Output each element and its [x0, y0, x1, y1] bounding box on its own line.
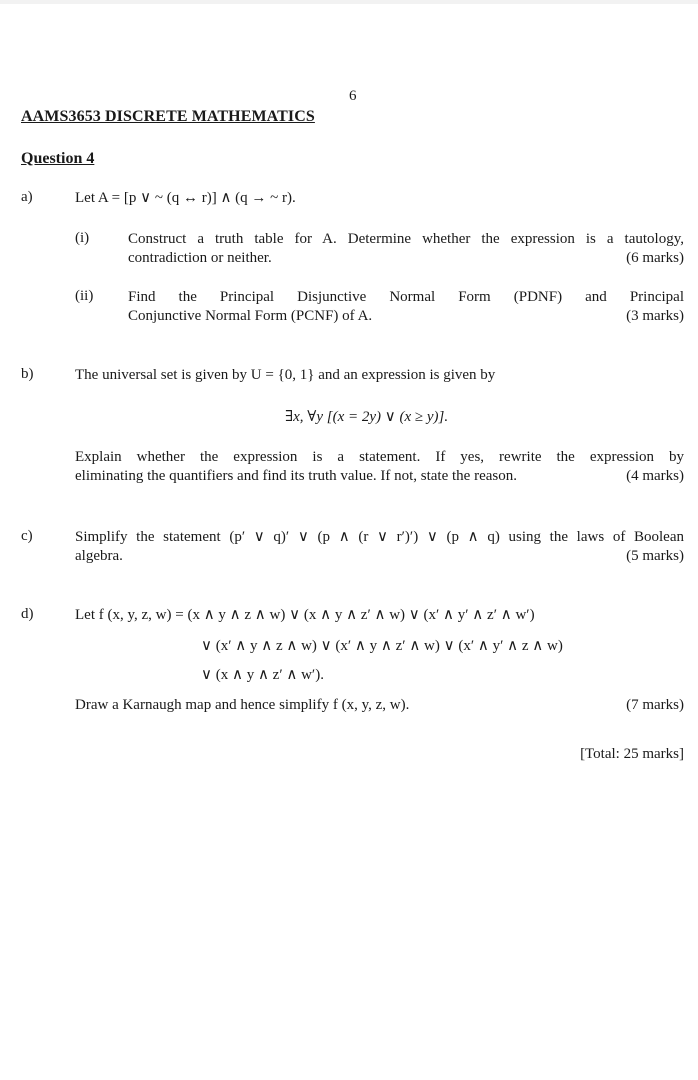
part-d-marks: (7 marks)	[626, 697, 684, 713]
part-c-marks: (5 marks)	[626, 548, 684, 564]
part-b-formula: ∃x, ∀y [(x = 2y) ∨ (x ≥ y)].	[285, 409, 449, 425]
part-a-intro: Let A = [p ∨ ~ (q ↔ r)] ∧ (q → ~ r).	[75, 190, 296, 206]
part-b-text	[75, 448, 684, 486]
part-b-line2: eliminating the quantifiers and find its truth value. If not, state the reason.	[75, 468, 517, 484]
question-title: Question 4	[21, 150, 95, 167]
part-b-line1: Explain whether the expression is a statement. If yes, rewrite the expression by	[75, 449, 684, 465]
part-a-ii-line1: Find the Principal Disjunctive Normal Form (PDNF) and Principal	[128, 289, 684, 305]
part-c-text	[75, 528, 684, 566]
part-a-ii-line2: Conjunctive Normal Form (PCNF) of A.	[128, 308, 373, 324]
part-c-line1: Simplify the statement (p′ ∨ q)′ ∨ (p ∧ (r ∨ r′)′) ∨ (p ∧ q) using the laws of Boolean	[75, 529, 684, 545]
part-b-intro: The universal set is given by U = {0, 1} and an expression is given by	[75, 367, 496, 383]
part-c-line2: algebra.	[75, 548, 123, 564]
part-a-label: a)	[21, 189, 33, 205]
part-a-ii-marks: (3 marks)	[626, 308, 684, 324]
part-a-i-marks: (6 marks)	[626, 250, 684, 266]
part-c-line2-row	[75, 547, 684, 566]
page-number: 6	[349, 88, 357, 104]
part-a-i-line2-row	[128, 249, 684, 268]
part-a-i-text	[128, 230, 684, 268]
part-b-marks: (4 marks)	[626, 468, 684, 484]
part-a-ii-line2-row	[128, 307, 684, 326]
course-title: AAMS3653 DISCRETE MATHEMATICS	[21, 108, 315, 125]
top-edge-strip	[0, 0, 698, 4]
part-c-label: c)	[21, 528, 33, 544]
part-b-line2-row	[75, 467, 684, 486]
part-a-ii-label: (ii)	[75, 288, 94, 304]
total-marks: [Total: 25 marks]	[580, 746, 684, 762]
part-a-i-line2: contradiction or neither.	[128, 250, 272, 266]
part-d-instruction-row	[75, 696, 684, 715]
part-d-line1: Let f (x, y, z, w) = (x ∧ y ∧ z ∧ w) ∨ (x ∧ y ∧ z′ ∧ w) ∨ (x′ ∧ y′ ∧ z′ ∧ w′)	[75, 607, 535, 623]
part-d-instruction: Draw a Karnaugh map and hence simplify f (x, y, z, w).	[75, 697, 410, 713]
part-d-label: d)	[21, 606, 34, 622]
part-a-i-label: (i)	[75, 230, 90, 246]
part-b-label: b)	[21, 366, 34, 382]
part-d-line3: ∨ (x ∧ y ∧ z′ ∧ w′).	[201, 667, 324, 683]
part-a-ii-text	[128, 288, 684, 326]
part-a-i-line1: Construct a truth table for A. Determine whether the expression is a tautology,	[128, 231, 684, 247]
part-d-line2: ∨ (x′ ∧ y ∧ z ∧ w) ∨ (x′ ∧ y ∧ z′ ∧ w) ∨ (x′ ∧ y′ ∧ z ∧ w)	[201, 638, 563, 654]
